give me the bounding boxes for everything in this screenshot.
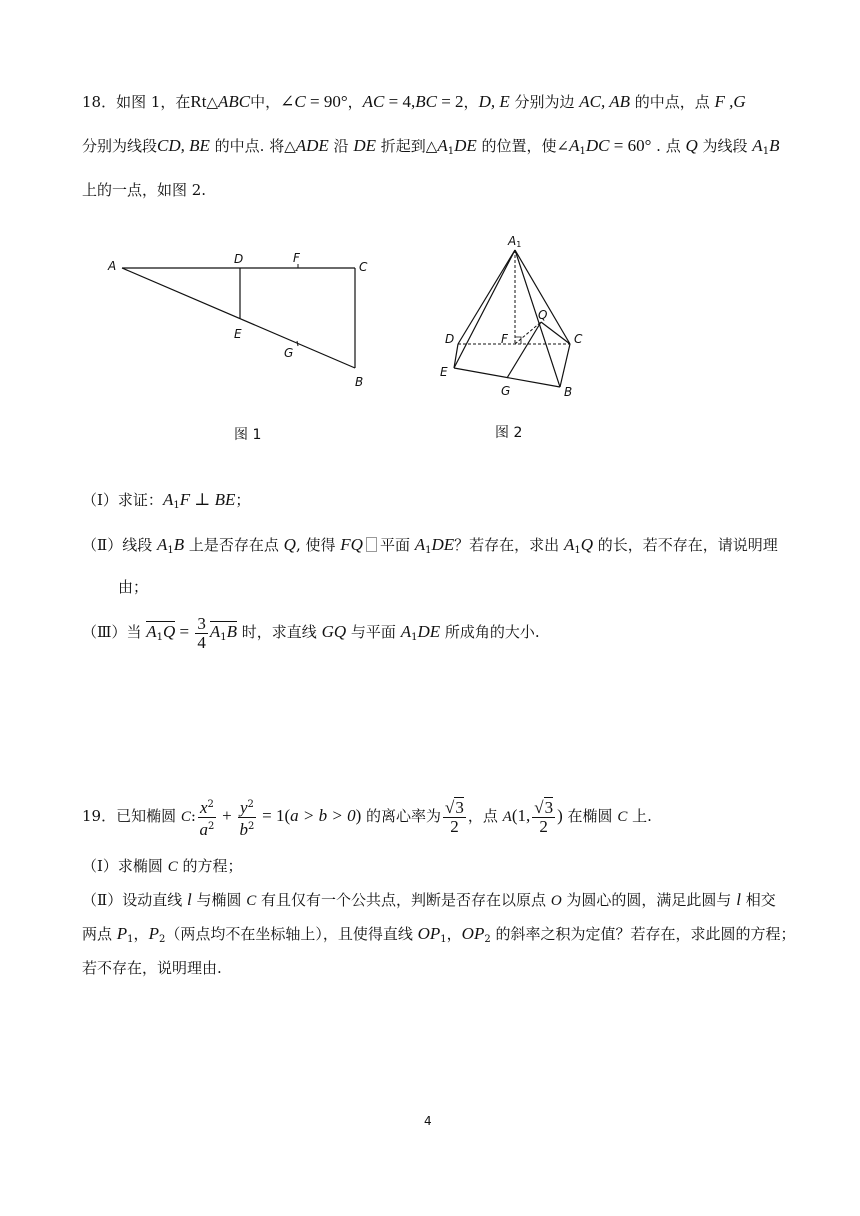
q18-line1: 18．如图 1，在Rt△ABC中，∠C = 90°，AC = 4,BC = 2，D, E 分别为边 AC, AB 的中点，点 F ,G: [82, 92, 746, 111]
fig1-label-c: C: [359, 260, 368, 274]
fig2-label-c: C: [574, 332, 583, 346]
fig2-label-g: G: [501, 384, 511, 398]
fig2-label-d: D: [445, 332, 455, 346]
fig2-label-q: Q: [538, 308, 548, 322]
fig2-segment-a1e: [454, 250, 515, 368]
fig2-label-f: F: [501, 332, 508, 346]
fig2-segment-cb: [560, 344, 570, 387]
vector-a1b: $A_1B$: [209, 622, 238, 643]
fraction-3-4: $\frac{3}{4}$: [197, 613, 206, 652]
fig1-label-f: F: [293, 251, 300, 265]
q19-part2-line3: 若不存在，说明理由.: [82, 959, 222, 977]
fig1-segment-ab: [122, 268, 355, 368]
q19-part2-line1: （Ⅱ）设动直线 l 与椭圆 C 有且仅有一个公共点，判断是否存在以原点 O 为圆心的圆，满足此圆与 l 相交: [82, 890, 776, 909]
fraction-sqrt3-2: $\frac{√3}{2}$: [445, 797, 464, 836]
fig2-segment-fq: [515, 322, 541, 344]
q18-part3: （Ⅲ）当 $A_1Q$ = $\frac{3}{4}$ $A_1B$ 时，求直线 GQ 与平面 $A_1DE$ 所成角的大小.: [82, 613, 540, 652]
q19-line1: 19．已知椭圆 C: $\frac{x^2}{a^2}$ + $\frac{y^2}{b^2}$ = 1(a > b > 0) 的离心率为 $\frac{√3}{2}$ ，点 A(1, $\frac{√3}{2}$ ) 在椭圆 C 上.: [82, 797, 652, 839]
fig1-mark-g: [297, 341, 298, 346]
q18-part2: （Ⅱ）线段 $A_1B$ 上是否存在点 Q, 使得 FQ 平面 $A_1DE$？若存在，求出 $A_1Q$ 的长，若不存在，请说明理: [82, 535, 778, 556]
fig1-label-e: E: [234, 327, 242, 341]
q18-part1: （Ⅰ）求证：$A_1F$ ⊥ BE；: [82, 490, 251, 511]
fraction-y2-b2: $\frac{y^2}{b^2}$: [239, 797, 255, 839]
fraction-x2-a2: $\frac{x^2}{a^2}$: [199, 797, 215, 839]
vector-a1q: $A_1Q$: [146, 622, 176, 643]
fig1-label-b: B: [355, 375, 364, 389]
fig1-label-g: G: [284, 346, 294, 360]
fig1-caption: 图 1: [234, 427, 262, 443]
missing-glyph-placeholder: [366, 537, 377, 552]
page-number: 4: [424, 1114, 432, 1128]
fig2-segment-a1d: [458, 250, 515, 344]
fig1-label-d: D: [234, 252, 244, 266]
q18-line3: 上的一点，如图 2.: [82, 181, 207, 199]
fig2-caption: 图 2: [495, 425, 523, 441]
fig2-label-a1: A1: [508, 234, 522, 249]
fig2-label-e: E: [440, 365, 448, 379]
fig2-segment-a1c: [515, 250, 570, 344]
fraction-sqrt3-2-point: $\frac{√3}{2}$: [534, 797, 554, 836]
fig1-label-a: A: [108, 259, 117, 273]
figure-1: [100, 240, 390, 400]
fig2-label-b: B: [564, 385, 573, 399]
q19-part2-line2: 两点 $P_1$，$P_2$（两点均不在坐标轴上），且使得直线 $OP_1$，$OP_2$ 的斜率之积为定值？若存在，求此圆的方程；: [82, 924, 796, 945]
q18-line2: 分别为线段CD, BE 的中点. 将△ADE 沿 DE 折起到$\triangle A_1DE$ 的位置，使$\angle A_1DC = 60^\circ$ . 点 Q 为线段 $A_1B$: [82, 136, 780, 157]
fig2-segment-gq: [507, 322, 541, 378]
figure-2: [435, 230, 595, 405]
q18-part2-continued: 由；: [118, 578, 149, 596]
q19-part1: （Ⅰ）求椭圆 C 的方程；: [82, 857, 243, 875]
